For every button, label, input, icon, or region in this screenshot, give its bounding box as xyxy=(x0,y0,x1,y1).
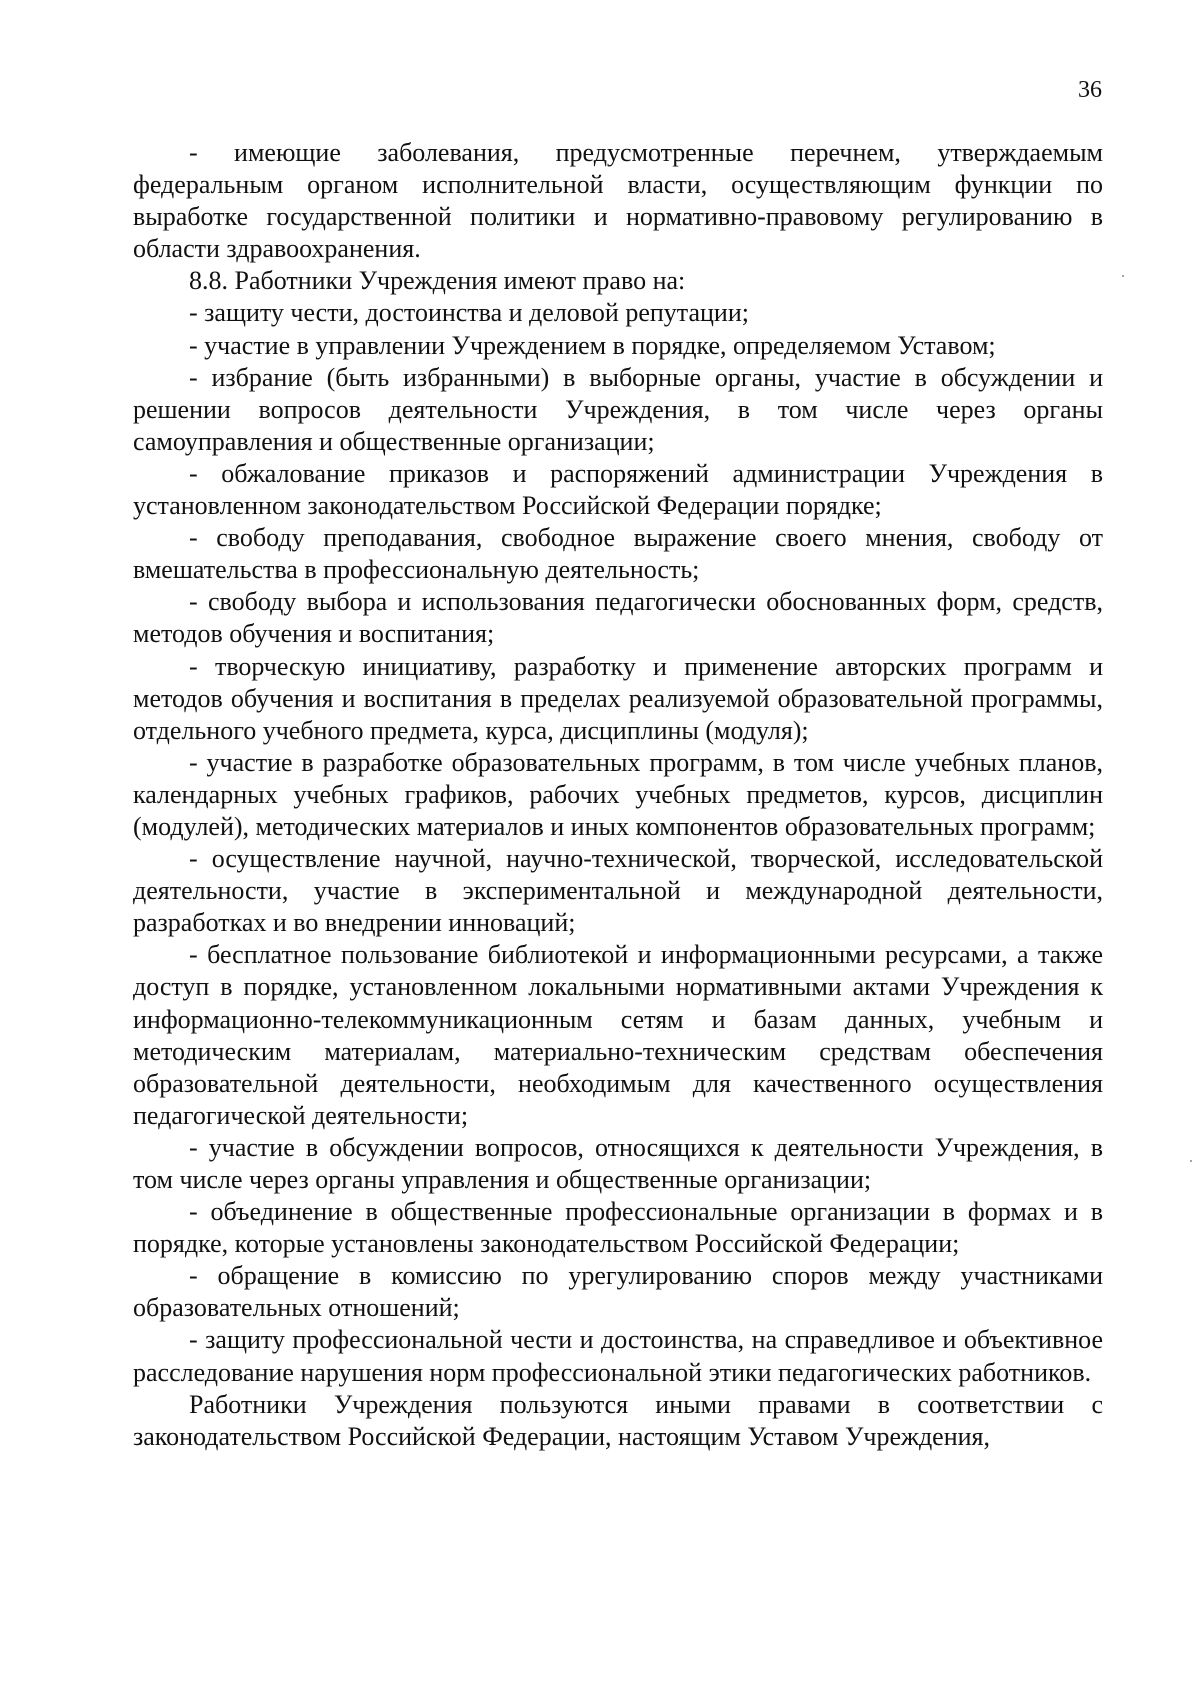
right-discussion-participation: - участие в обсуждении вопросов, относящихся к деятельности Учреждения, в том числе через органы управления и общественные организации; xyxy=(133,1132,1103,1194)
scan-speck xyxy=(1190,1160,1192,1162)
right-professional-honor: - защиту профессиональной чести и достоинства, на справедливое и объективное расследование нарушения норм профессиональной этики педагогических работников. xyxy=(133,1325,1103,1387)
right-association: - объединение в общественные профессиональные организации в формах и в порядке, которые установлены законодательством Российской Федерации; xyxy=(133,1197,1103,1259)
paragraph-other-rights: Работники Учреждения пользуются иными правами в соответствии с законодательством Российской Федерации, настоящим Уставом Учреждения, xyxy=(133,1389,1103,1451)
right-research-activity: - осуществление научной, научно-технической, творческой, исследовательской деятельности, участие в экспериментальной и международной деятельности, разработках и во внедрении инноваций; xyxy=(133,844,1103,938)
right-dispute-commission: - обращение в комиссию по урегулированию споров между участниками образовательных отношений; xyxy=(133,1261,1103,1323)
paragraph-diseases-clause: - имеющие заболевания, предусмотренные перечнем, утверждаемым федеральным органом исполнительной власти, осуществляющим функции по выработке государственной политики и нормативно-правовому регулированию в области здравоохранения. xyxy=(133,138,1103,264)
right-program-development: - участие в разработке образовательных программ, в том числе учебных планов, календарных учебных графиков, рабочих учебных предметов, курсов, дисциплин (модулей), методических материалов и иных компонентов образовательных программ; xyxy=(133,747,1103,841)
right-participation-management: - участие в управлении Учреждением в порядке, определяемом Уставом; xyxy=(189,330,996,360)
right-freedom-teaching: - свободу преподавания, свободное выражение своего мнения, свободу от вмешательства в профессиональную деятельность; xyxy=(133,523,1103,585)
scan-speck xyxy=(1122,275,1124,277)
right-appeal-orders: - обжалование приказов и распоряжений администрации Учреждения в установленном законодательством Российской Федерации порядке; xyxy=(133,458,1103,521)
right-election: - избрание (быть избранными) в выборные органы, участие в обсуждении и решении вопросов деятельности Учреждения, в том числе через органы самоуправления и общественные организации; xyxy=(133,362,1103,456)
right-honor-dignity: - защиту чести, достоинства и деловой репутации; xyxy=(189,298,749,328)
section-heading-8-8: 8.8. Работники Учреждения имеют право на: xyxy=(189,266,686,296)
page-number: 36 xyxy=(1078,77,1102,103)
right-choice-methods: - свободу выбора и использования педагогически обоснованных форм, средств, методов обучения и воспитания; xyxy=(133,587,1103,649)
right-creative-initiative: - творческую инициативу, разработку и применение авторских программ и методов обучения и воспитания в пределах реализуемой образовательной программы, отдельного учебного предмета, курса, дисциплины (модуля); xyxy=(133,651,1103,745)
right-library-access: - бесплатное пользование библиотекой и информационными ресурсами, а также доступ в порядке, установленном локальными нормативными актами Учреждения к информационно-телекоммуникационным сетям и базам данных, учебным и методическим материалам, материально-техническим средствам обеспечения образовательной деятельности, необходимым для качественного осуществления педагогической деятельности; xyxy=(133,940,1103,1130)
document-body xyxy=(133,137,1103,1453)
